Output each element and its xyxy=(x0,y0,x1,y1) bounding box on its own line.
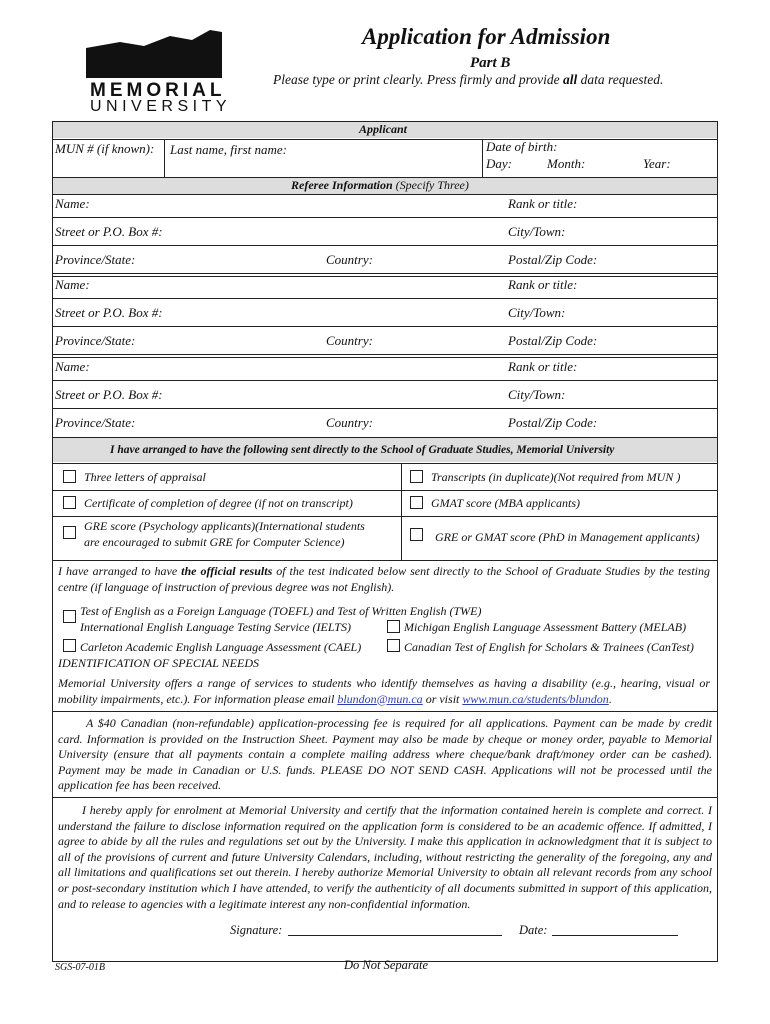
mun-number-label: MUN # (if known): xyxy=(55,141,155,156)
referee1-country-label: Country: xyxy=(326,252,373,267)
referee1-province-label: Province/State: xyxy=(55,252,136,267)
applicant-name-label: Last name, first name: xyxy=(170,142,287,157)
referee3-postal-label: Postal/Zip Code: xyxy=(508,415,598,430)
rule xyxy=(52,560,718,561)
divider xyxy=(482,139,483,177)
gre-label-line1: GRE score (Psychology applicants)(International students xyxy=(84,519,365,533)
dob-month-label: Month: xyxy=(547,156,586,171)
rule xyxy=(52,437,718,438)
rule xyxy=(52,711,718,712)
rule xyxy=(52,326,718,327)
signature-label: Signature: xyxy=(230,923,283,937)
special-needs-text: Memorial University offers a range of services to students who identify themselves as having a disability (e.g., hearing, visual or mobility impairments, etc.). For information please email blundon@mun.ca or visit www.mun.ca/students/blundon. xyxy=(58,676,710,706)
declaration-text: I hereby apply for enrolment at Memorial University and certify that the information contained herein is complete and correct. I understand the failure to disclose information required on the application form is considered to be an academic offence. If admitted, I agree to abide by all the rules and regulations set out by the University. I make this application in acknowledgment that it is subject to all of the provisions of current and future University Calendars, including, without restricting the generality of the foregoing, any and all limitations and qualifications set out therein. I hereby authorize Memorial University to obtain all relevant records from any school or post-secondary institution which I have attended, to verify the authenticity of all documents submitted in support of this application, and to release to agencies with a legitimate interest any non-confidential information. xyxy=(58,803,712,911)
referee2-street-label: Street or P.O. Box #: xyxy=(55,305,163,320)
date-field[interactable] xyxy=(552,922,678,936)
form-code: SGS-07-01B xyxy=(55,962,105,973)
gmat-checkbox[interactable] xyxy=(410,496,423,509)
applicant-heading: Applicant xyxy=(359,122,408,136)
rule xyxy=(52,276,718,277)
rule xyxy=(52,797,718,798)
rule xyxy=(52,490,718,491)
rule xyxy=(52,194,718,195)
referee3-rank-label: Rank or title: xyxy=(508,359,578,374)
transcripts-label: Transcripts (in duplicate)(Not required from MUN ) xyxy=(431,470,681,484)
cantest-checkbox[interactable] xyxy=(387,639,400,652)
special-needs-email-link[interactable]: blundon@mun.ca xyxy=(337,691,423,706)
documents-heading: I have arranged to have the following sent directly to the School of Graduate Studies, Memorial University xyxy=(110,444,615,456)
fee-text: A $40 Canadian (non-refundable) application-processing fee is required for all applications. Payment can be made by credit card. Information is provided on the Instruction Sheet. Payment may also be made by cheque or money order, payable to Memorial University (ensure that all payments contain a complete mailing address where cheque/bank draft/money order can be cashed). Payment may be made in Canadian or U.S. funds. PLEASE DO NOT SEND CASH. Applications will not be processed until the application fee has been received. xyxy=(58,716,712,793)
rule xyxy=(52,354,718,355)
rule xyxy=(52,273,718,274)
tests-intro: I have arranged to have the official results of the test indicated below sent directly to the School of Graduate Studies by the testing centre (if language of instruction of previous degree was not English). xyxy=(58,564,710,594)
rule xyxy=(52,408,718,409)
referee2-city-label: City/Town: xyxy=(508,305,566,320)
referee2-country-label: Country: xyxy=(326,333,373,348)
referee3-province-label: Province/State: xyxy=(55,415,136,430)
logo-word-university: UNIVERSITY xyxy=(90,98,232,115)
signature-field[interactable] xyxy=(288,922,502,936)
certificate-label: Certificate of completion of degree (if not on transcript) xyxy=(84,496,353,510)
gre-checkbox[interactable] xyxy=(63,526,76,539)
form-instructions: Please type or print clearly. Press firmly and provide all data requested. xyxy=(273,72,664,87)
rule xyxy=(52,217,718,218)
rule xyxy=(52,463,718,464)
divider xyxy=(164,139,165,177)
form-part: Part B xyxy=(470,55,511,71)
referee3-city-label: City/Town: xyxy=(508,387,566,402)
referee3-name-label: Name: xyxy=(55,359,90,374)
form-title: Application for Admission xyxy=(362,24,611,49)
date-label: Date: xyxy=(519,923,548,937)
referee1-postal-label: Postal/Zip Code: xyxy=(508,252,598,267)
logo-word-memorial: MEMORIAL xyxy=(90,80,226,101)
dob-year-label: Year: xyxy=(643,156,671,171)
referee2-postal-label: Postal/Zip Code: xyxy=(508,333,598,348)
rule xyxy=(52,357,718,358)
cantest-label: Canadian Test of English for Scholars & Trainees (CanTest) xyxy=(404,640,694,654)
gre-gmat-label: GRE or GMAT score (PhD in Management applicants) xyxy=(435,530,700,544)
referee2-name-label: Name: xyxy=(55,277,90,292)
toefl-checkbox[interactable] xyxy=(63,610,76,623)
letters-label: Three letters of appraisal xyxy=(84,470,206,484)
rule xyxy=(52,298,718,299)
referee1-city-label: City/Town: xyxy=(508,224,566,239)
special-needs-url-link[interactable]: www.mun.ca/students/blundon xyxy=(462,691,609,706)
melab-label: Michigan English Language Assessment Battery (MELAB) xyxy=(404,620,687,634)
do-not-separate-note: Do Not Separate xyxy=(344,958,429,972)
referee1-street-label: Street or P.O. Box #: xyxy=(55,224,163,239)
rule xyxy=(52,516,718,517)
referee1-name-label: Name: xyxy=(55,196,90,211)
referee2-province-label: Province/State: xyxy=(55,333,136,348)
rule xyxy=(52,139,718,140)
cael-label: Carleton Academic English Language Assessment (CAEL) xyxy=(80,640,362,654)
divider xyxy=(401,463,402,560)
letters-checkbox[interactable] xyxy=(63,470,76,483)
gre-label-line2: are encouraged to submit GRE for Computer Science) xyxy=(84,535,345,549)
rule xyxy=(52,245,718,246)
referee3-country-label: Country: xyxy=(326,415,373,430)
special-needs-heading: IDENTIFICATION OF SPECIAL NEEDS xyxy=(58,656,259,670)
dob-label: Date of birth: xyxy=(486,139,558,154)
university-logo-flag xyxy=(86,30,224,78)
certificate-checkbox[interactable] xyxy=(63,496,76,509)
melab-checkbox[interactable] xyxy=(387,620,400,633)
referee3-street-label: Street or P.O. Box #: xyxy=(55,387,163,402)
gmat-label: GMAT score (MBA applicants) xyxy=(431,496,580,510)
referee2-rank-label: Rank or title: xyxy=(508,277,578,292)
rule xyxy=(52,380,718,381)
transcripts-checkbox[interactable] xyxy=(410,470,423,483)
ielts-label: International English Language Testing Service (IELTS) xyxy=(80,620,351,634)
referee1-rank-label: Rank or title: xyxy=(508,196,578,211)
cael-checkbox[interactable] xyxy=(63,639,76,652)
gre-gmat-checkbox[interactable] xyxy=(410,528,423,541)
dob-day-label: Day: xyxy=(486,156,512,171)
toefl-label: Test of English as a Foreign Language (TOEFL) and Test of Written English (TWE) xyxy=(80,604,482,618)
referee-heading: Referee Information (Specify Three) xyxy=(291,178,469,192)
